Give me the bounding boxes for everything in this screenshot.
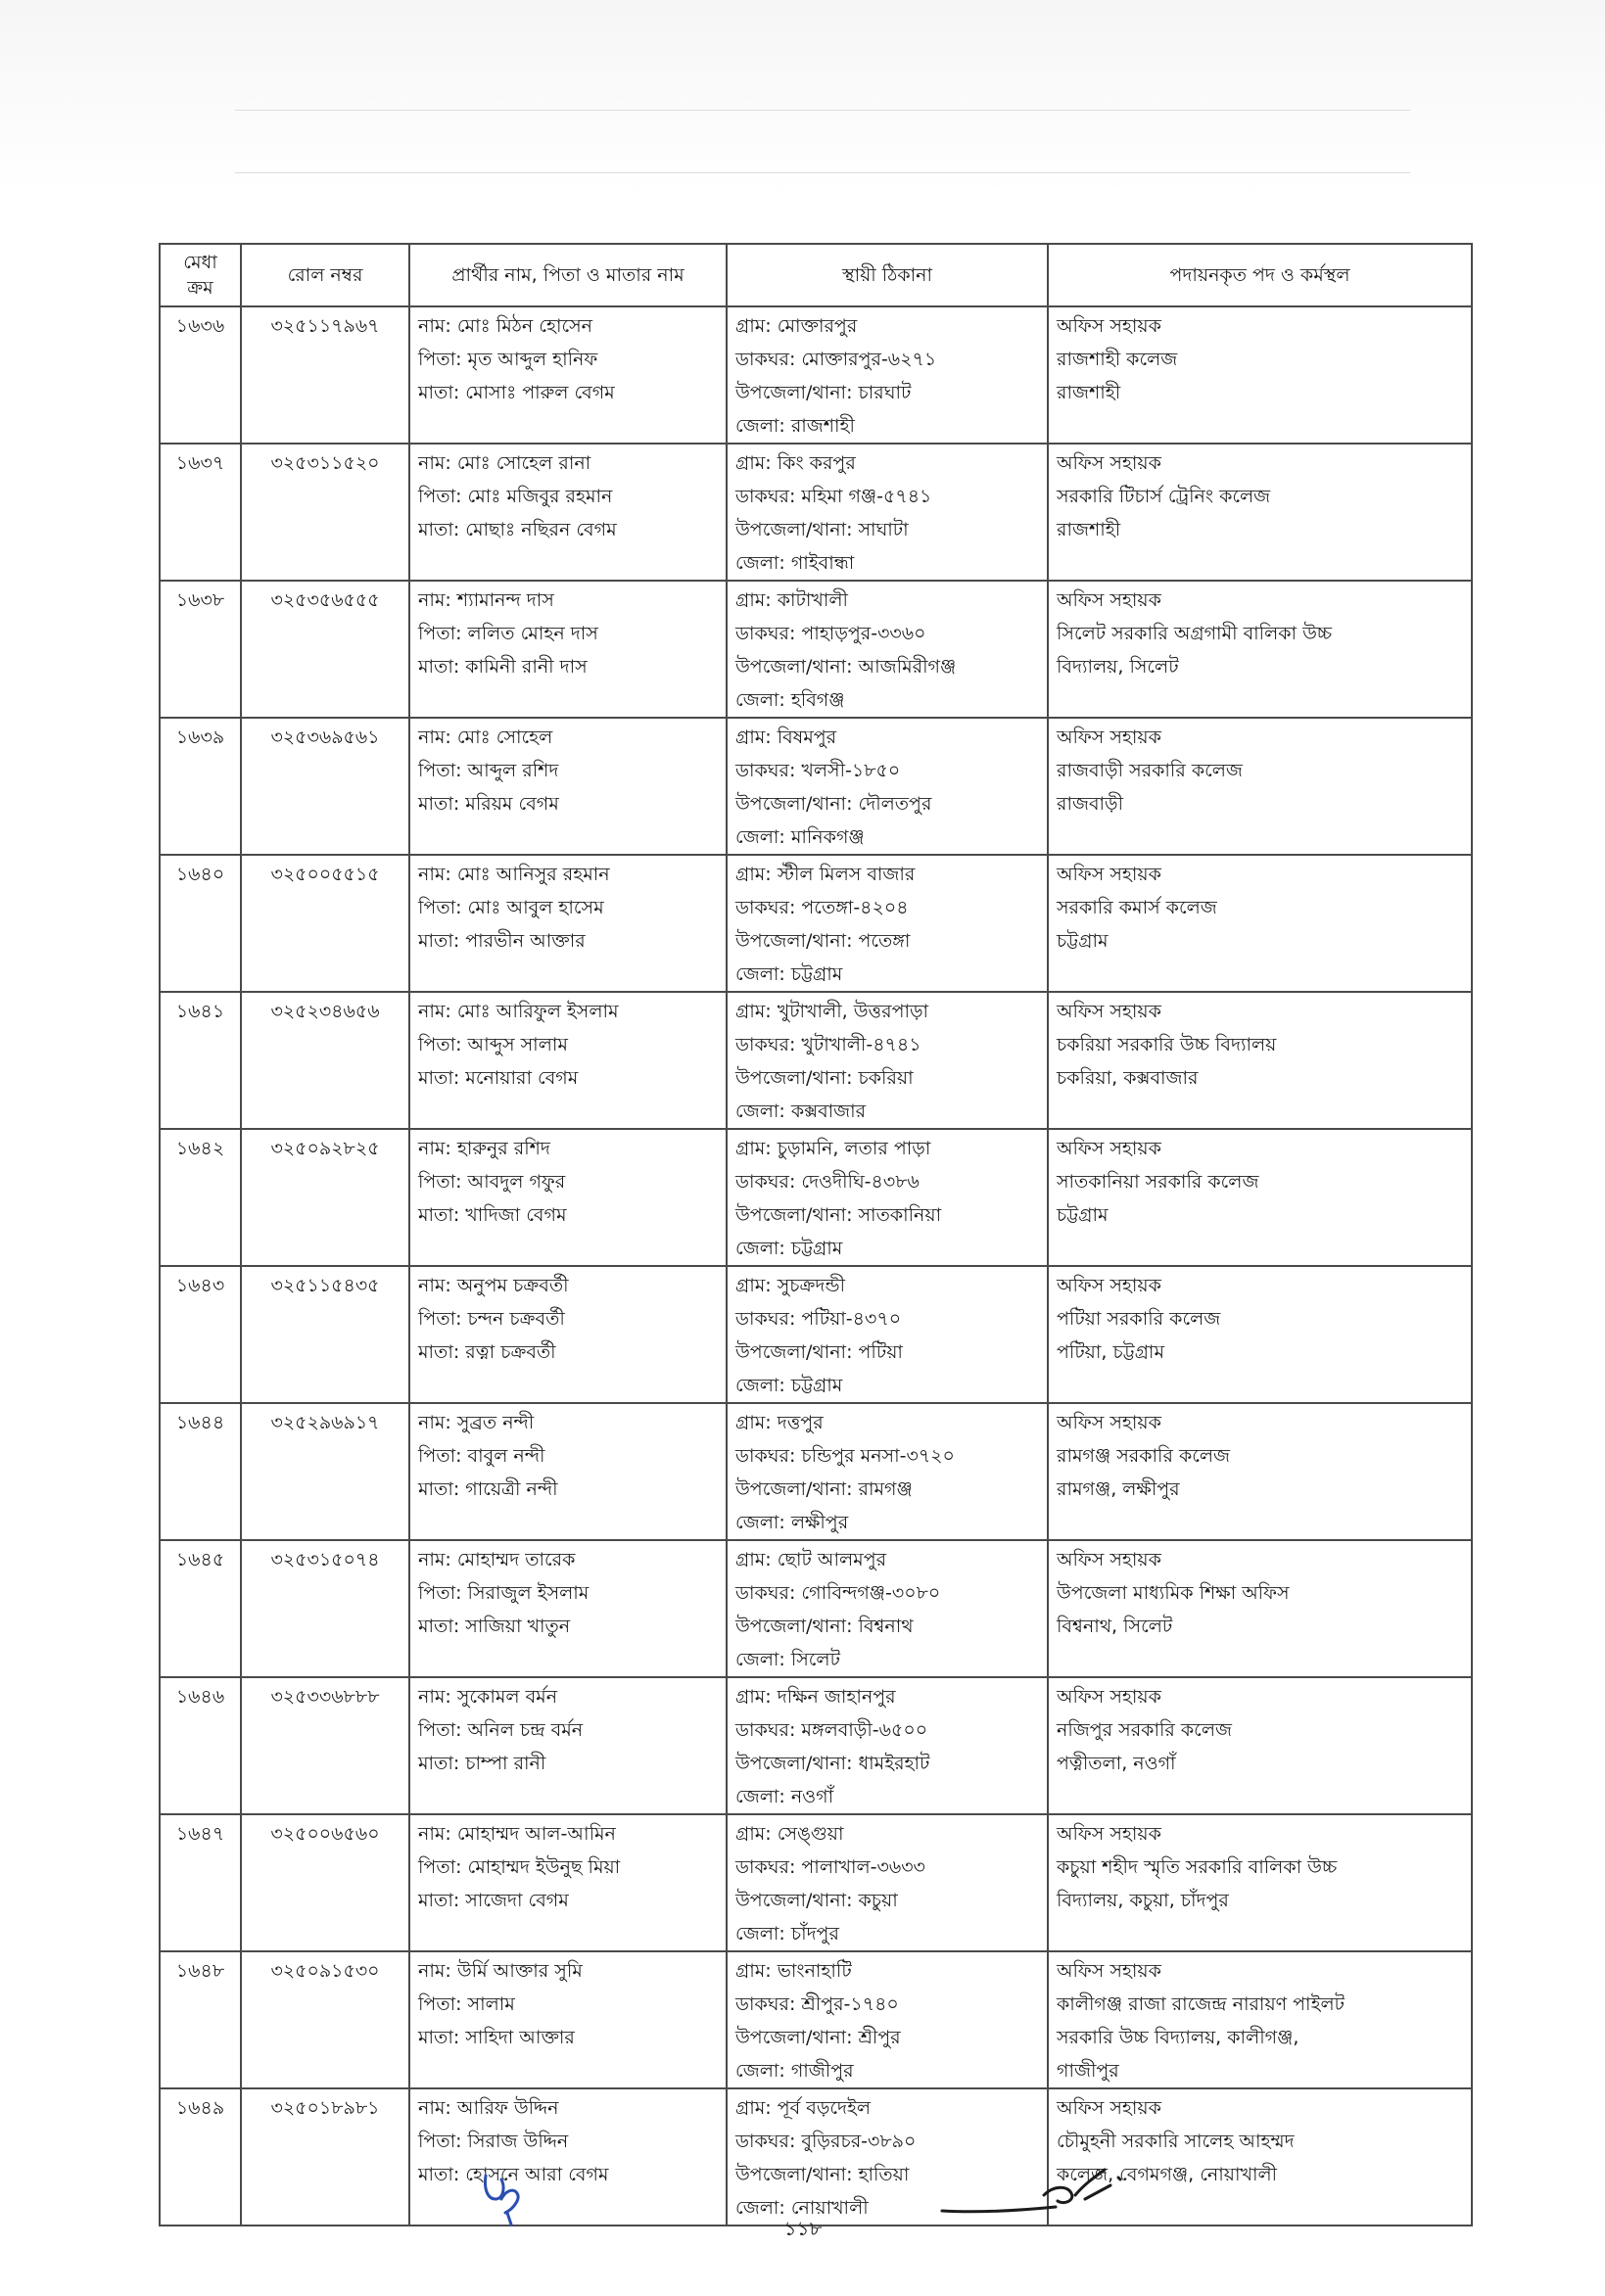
table-row <box>160 718 1472 855</box>
candidate-name-cell <box>409 306 727 444</box>
posting-line: রাজবাড়ী <box>1057 793 1124 815</box>
address-cell <box>727 1403 1048 1540</box>
posting-cell <box>1048 1677 1472 1814</box>
posting-cell <box>1048 855 1472 992</box>
roll-number: ৩২৫০৯১৫৩০ <box>241 1951 409 2088</box>
address-cell <box>727 581 1048 718</box>
table-row <box>160 992 1472 1129</box>
posting-line: অফিস সহায়ক <box>1057 1960 1161 1982</box>
table-row <box>160 581 1472 718</box>
candidate-name-cell <box>409 992 727 1129</box>
name-line: নাম: মোহাম্মদ আল-আমিন <box>418 1823 616 1845</box>
candidate-name-cell <box>409 855 727 992</box>
address-line: গ্রাম: কাটাখালী <box>735 589 848 611</box>
table-row <box>160 855 1472 992</box>
posting-line: সরকারি কমার্স কলেজ <box>1057 897 1217 918</box>
header-posting: পদায়নকৃত পদ ও কর্মস্থল <box>1048 244 1472 306</box>
candidate-name-cell <box>409 1403 727 1540</box>
posting-line: পটিয়া, চট্টগ্রাম <box>1057 1341 1164 1363</box>
posting-line: চকরিয়া সরকারি উচ্চ বিদ্যালয় <box>1057 1034 1277 1055</box>
posting-line: কচুয়া শহীদ স্মৃতি সরকারি বালিকা উচ্চ <box>1057 1856 1338 1878</box>
table-row <box>160 1266 1472 1403</box>
candidate-name-cell <box>409 444 727 581</box>
name-line: মাতা: চাম্পা রানী <box>418 1753 546 1774</box>
merit-serial: ১৬৩৯ <box>160 718 241 855</box>
roll-number: ৩২৫১১৫৪৩৫ <box>241 1266 409 1403</box>
address-line: ডাকঘর: পালাখাল-৩৬৩৩ <box>735 1856 925 1878</box>
posting-line: অফিস সহায়ক <box>1057 726 1161 748</box>
table-row <box>160 444 1472 581</box>
address-line: জেলা: চট্টগ্রাম <box>735 963 843 985</box>
name-line: নাম: উর্মি আক্তার সুমি <box>418 1960 583 1982</box>
table-row <box>160 1540 1472 1677</box>
name-line: নাম: মোঃ মিঠন হোসেন <box>418 315 593 337</box>
address-line: গ্রাম: সেঙ্গুয়া <box>735 1823 844 1845</box>
posting-line: কালীগঞ্জ রাজা রাজেন্দ্র নারায়ণ পাইলট <box>1057 1993 1345 2015</box>
address-line: জেলা: রাজশাহী <box>735 415 855 437</box>
posting-line: অফিস সহায়ক <box>1057 2097 1161 2119</box>
name-line: পিতা: মোঃ আবুল হাসেম <box>418 897 604 918</box>
roll-number: ৩২৫২৩৪৬৫৬ <box>241 992 409 1129</box>
posting-line: চকরিয়া, কক্সবাজার <box>1057 1067 1199 1089</box>
roll-number: ৩২৫৩৫৬৫৫৫ <box>241 581 409 718</box>
address-line: জেলা: কক্সবাজার <box>735 1101 867 1122</box>
address-line: উপজেলা/থানা: ধামইরহাট <box>735 1753 930 1774</box>
name-line: পিতা: মৃত আব্দুল হানিফ <box>418 349 598 370</box>
address-line: জেলা: চট্টগ্রাম <box>735 1238 843 1259</box>
candidate-name-cell <box>409 1540 727 1677</box>
posting-line: সিলেট সরকারি অগ্রগামী বালিকা উচ্চ <box>1057 623 1333 644</box>
table-row <box>160 1129 1472 1266</box>
name-line: মাতা: রত্না চক্রবর্তী <box>418 1341 556 1363</box>
address-cell <box>727 1540 1048 1677</box>
name-line: পিতা: বাবুল নন্দী <box>418 1445 545 1467</box>
roll-number: ৩২৫০০৫৫১৫ <box>241 855 409 992</box>
posting-line: রাজবাড়ী সরকারি কলেজ <box>1057 760 1243 781</box>
address-line: ডাকঘর: পাহাড়পুর-৩৩৬০ <box>735 623 926 644</box>
posting-line: বিশ্বনাথ, সিলেট <box>1057 1616 1173 1637</box>
address-line: উপজেলা/থানা: রামগঞ্জ <box>735 1478 913 1500</box>
address-cell <box>727 1951 1048 2088</box>
posting-line: উপজেলা মাধ্যমিক শিক্ষা অফিস <box>1057 1582 1290 1604</box>
merit-serial: ১৬৪৩ <box>160 1266 241 1403</box>
address-line: ডাকঘর: শ্রীপুর-১৭৪০ <box>735 1993 899 2015</box>
posting-line: চৌমুহনী সরকারি সালেহ আহম্মদ <box>1057 2131 1295 2152</box>
name-line: মাতা: মনোয়ারা বেগম <box>418 1067 579 1089</box>
name-line: মাতা: সাজেদা বেগম <box>418 1890 569 1911</box>
posting-line: অফিস সহায়ক <box>1057 589 1161 611</box>
merit-serial: ১৬৪৬ <box>160 1677 241 1814</box>
address-line: গ্রাম: খুটাখালী, উত্তরপাড়া <box>735 1001 929 1022</box>
address-line: গ্রাম: কিং করপুর <box>735 452 856 474</box>
posting-cell <box>1048 306 1472 444</box>
merit-serial: ১৬৪৭ <box>160 1814 241 1951</box>
address-line: ডাকঘর: মোক্তারপুর-৬২৭১ <box>735 349 937 370</box>
posting-line: রাজশাহী <box>1057 382 1121 403</box>
name-line: মাতা: সাহিদা আক্তার <box>418 2027 575 2048</box>
signature <box>938 2156 1144 2225</box>
address-line: জেলা: নোয়াখালী <box>735 2197 869 2219</box>
roll-number: ৩২৫১১৭৯৬৭ <box>241 306 409 444</box>
address-line: উপজেলা/থানা: কচুয়া <box>735 1890 898 1911</box>
posting-line: অফিস সহায়ক <box>1057 1412 1161 1433</box>
address-cell <box>727 1129 1048 1266</box>
candidate-name-cell <box>409 1266 727 1403</box>
name-line: পিতা: মোহাম্মদ ইউনুছ মিয়া <box>418 1856 621 1878</box>
name-line: মাতা: খাদিজা বেগম <box>418 1204 567 1226</box>
merit-serial: ১৬৪৫ <box>160 1540 241 1677</box>
address-line: গ্রাম: সুচক্রদন্ডী <box>735 1275 846 1296</box>
header-serial: মেধা ক্রম <box>160 244 241 306</box>
name-line: নাম: শ্যামানন্দ দাস <box>418 589 554 611</box>
initial-signature <box>478 2170 531 2228</box>
posting-line: রাজশাহী <box>1057 519 1121 540</box>
address-line: উপজেলা/থানা: পতেঙ্গা <box>735 930 911 952</box>
address-line: উপজেলা/থানা: সাতকানিয়া <box>735 1204 942 1226</box>
roll-number: ৩২৫৩১১৫২০ <box>241 444 409 581</box>
address-line: ডাকঘর: মহিমা গঞ্জ-৫৭৪১ <box>735 486 932 507</box>
address-line: জেলা: গাইবান্ধা <box>735 552 855 574</box>
name-line: নাম: মোঃ সোহেল রানা <box>418 452 591 474</box>
roll-number: ৩২৫৩১৫০৭৪ <box>241 1540 409 1677</box>
address-line: জেলা: চাঁদপুর <box>735 1923 839 1945</box>
address-line: উপজেলা/থানা: আজমিরীগঞ্জ <box>735 656 957 678</box>
posting-line: অফিস সহায়ক <box>1057 1275 1161 1296</box>
address-line: উপজেলা/থানা: দৌলতপুর <box>735 793 932 815</box>
posting-line: বিদ্যালয়, সিলেট <box>1057 656 1179 678</box>
posting-line: সাতকানিয়া সরকারি কলেজ <box>1057 1171 1259 1193</box>
posting-line: পটিয়া সরকারি কলেজ <box>1057 1308 1221 1330</box>
table-row <box>160 1814 1472 1951</box>
address-line: গ্রাম: ভাংনাহাটি <box>735 1960 852 1982</box>
merit-serial: ১৬৪৮ <box>160 1951 241 2088</box>
posting-line: পত্নীতলা, নওগাঁ <box>1057 1753 1176 1774</box>
posting-cell <box>1048 581 1472 718</box>
name-line: পিতা: অনিল চন্দ্র বর্মন <box>418 1719 584 1741</box>
posting-cell <box>1048 1403 1472 1540</box>
posting-line: অফিস সহায়ক <box>1057 452 1161 474</box>
merit-list-table <box>159 243 1473 2226</box>
posting-line: সরকারি টিচার্স ট্রেনিং কলেজ <box>1057 486 1271 507</box>
name-line: মাতা: কামিনী রানী দাস <box>418 656 588 678</box>
name-line: পিতা: মোঃ মজিবুর রহমান <box>418 486 613 507</box>
name-line: নাম: মোঃ সোহেল <box>418 726 553 748</box>
posting-line: রামগঞ্জ, লক্ষীপুর <box>1057 1478 1180 1500</box>
name-line: নাম: অনুপম চক্রবর্তী <box>418 1275 569 1296</box>
name-line: নাম: মোঃ আনিসুর রহমান <box>418 864 610 885</box>
address-cell <box>727 1814 1048 1951</box>
posting-line: চট্টগ্রাম <box>1057 1204 1109 1226</box>
candidate-name-cell <box>409 1677 727 1814</box>
table-header-row <box>160 244 1472 306</box>
address-line: ডাকঘর: পতেঙ্গা-৪২০৪ <box>735 897 909 918</box>
address-line: জেলা: লক্ষীপুর <box>735 1512 849 1533</box>
address-line: গ্রাম: স্টীল মিলস বাজার <box>735 864 916 885</box>
address-line: ডাকঘর: খুটাখালী-৪৭৪১ <box>735 1034 921 1055</box>
address-cell <box>727 718 1048 855</box>
name-line: নাম: মোঃ আরিফুল ইসলাম <box>418 1001 619 1022</box>
posting-line: অফিস সহায়ক <box>1057 864 1161 885</box>
address-line: ডাকঘর: গোবিন্দগঞ্জ-৩০৮০ <box>735 1582 941 1604</box>
candidate-name-cell <box>409 718 727 855</box>
roll-number: ৩২৫০৯২৮২৫ <box>241 1129 409 1266</box>
address-line: উপজেলা/থানা: চকরিয়া <box>735 1067 914 1089</box>
roll-number: ৩২৫৩৩৬৮৮৮ <box>241 1677 409 1814</box>
address-line: ডাকঘর: মঙ্গলবাড়ী-৬৫০০ <box>735 1719 928 1741</box>
address-line: গ্রাম: চুড়ামনি, লতার পাড়া <box>735 1138 931 1159</box>
merit-serial: ১৬৩৬ <box>160 306 241 444</box>
posting-line: অফিস সহায়ক <box>1057 1823 1161 1845</box>
address-line: গ্রাম: দক্ষিন জাহানপুর <box>735 1686 896 1708</box>
address-line: ডাকঘর: দেওদীঘি-৪৩৮৬ <box>735 1171 920 1193</box>
name-line: মাতা: গায়েত্রী নন্দী <box>418 1478 558 1500</box>
posting-line: অফিস সহায়ক <box>1057 1138 1161 1159</box>
address-line: উপজেলা/থানা: পটিয়া <box>735 1341 903 1363</box>
posting-cell <box>1048 992 1472 1129</box>
posting-cell <box>1048 1129 1472 1266</box>
address-cell <box>727 1266 1048 1403</box>
address-line: জেলা: মানিকগঞ্জ <box>735 826 865 848</box>
name-line: পিতা: চন্দন চক্রবর্তী <box>418 1308 565 1330</box>
candidate-name-cell <box>409 1814 727 1951</box>
table-row <box>160 1677 1472 1814</box>
roll-number: ৩২৫০১৮৯৮১ <box>241 2088 409 2226</box>
address-line: উপজেলা/থানা: শ্রীপুর <box>735 2027 901 2048</box>
posting-line: অফিস সহায়ক <box>1057 1686 1161 1708</box>
candidate-name-cell <box>409 1129 727 1266</box>
name-line: পিতা: আবদুল গফুর <box>418 1171 566 1193</box>
name-line: মাতা: মোসাঃ পারুল বেগম <box>418 382 615 403</box>
posting-line: বিদ্যালয়, কচুয়া, চাঁদপুর <box>1057 1890 1229 1911</box>
address-line: জেলা: হবিগঞ্জ <box>735 689 845 711</box>
name-line: পিতা: ললিত মোহন দাস <box>418 623 598 644</box>
table-row <box>160 1403 1472 1540</box>
address-cell <box>727 855 1048 992</box>
roll-number: ৩২৫৩৬৯৫৬১ <box>241 718 409 855</box>
merit-serial: ১৬৪২ <box>160 1129 241 1266</box>
address-line: উপজেলা/থানা: সাঘাটা <box>735 519 909 540</box>
address-line: জেলা: চট্টগ্রাম <box>735 1375 843 1396</box>
posting-line: কলেজ, বেগমগঞ্জ, নোয়াখালী <box>1057 2164 1278 2185</box>
merit-serial: ১৬৪১ <box>160 992 241 1129</box>
address-line: গ্রাম: বিষমপুর <box>735 726 837 748</box>
name-line: মাতা: মোছাঃ নছিরন বেগম <box>418 519 617 540</box>
posting-line: রামগঞ্জ সরকারি কলেজ <box>1057 1445 1231 1467</box>
posting-cell <box>1048 1814 1472 1951</box>
address-line: গ্রাম: দত্তপুর <box>735 1412 824 1433</box>
table-row <box>160 1951 1472 2088</box>
address-line: উপজেলা/থানা: বিশ্বনাথ <box>735 1616 914 1637</box>
header-name: প্রার্থীর নাম, পিতা ও মাতার নাম <box>409 244 727 306</box>
address-line: জেলা: নওগাঁ <box>735 1786 834 1807</box>
roll-number: ৩২৫২৯৬৯১৭ <box>241 1403 409 1540</box>
posting-line: রাজশাহী কলেজ <box>1057 349 1178 370</box>
address-cell <box>727 1677 1048 1814</box>
address-line: ডাকঘর: পটিয়া-৪৩৭০ <box>735 1308 902 1330</box>
roll-number: ৩২৫০০৬৫৬০ <box>241 1814 409 1951</box>
posting-cell <box>1048 1266 1472 1403</box>
posting-line: সরকারি উচ্চ বিদ্যালয়, কালীগঞ্জ, <box>1057 2027 1299 2048</box>
page-number: ১১৮ <box>783 2217 823 2240</box>
name-line: নাম: সুব্রত নন্দী <box>418 1412 535 1433</box>
name-line: নাম: হারুনুর রশিদ <box>418 1138 550 1159</box>
address-line: উপজেলা/থানা: হাতিয়া <box>735 2164 910 2185</box>
name-line: পিতা: সালাম <box>418 1993 515 2015</box>
name-line: নাম: মোহাম্মদ তারেক <box>418 1549 576 1570</box>
candidate-name-cell <box>409 581 727 718</box>
merit-serial: ১৬৩৮ <box>160 581 241 718</box>
address-line: উপজেলা/থানা: চারঘাট <box>735 382 912 403</box>
name-line: পিতা: সিরাজ উদ্দিন <box>418 2131 569 2152</box>
address-line: জেলা: গাজীপুর <box>735 2060 854 2082</box>
address-cell <box>727 444 1048 581</box>
bleed-through-line <box>235 110 1410 111</box>
name-line: মাতা: হোসনে আরা বেগম <box>418 2164 609 2185</box>
address-line: জেলা: সিলেট <box>735 1649 840 1670</box>
merit-serial: ১৬৪০ <box>160 855 241 992</box>
merit-serial: ১৬৩৭ <box>160 444 241 581</box>
name-line: মাতা: সাজিয়া খাতুন <box>418 1616 571 1637</box>
name-line: মাতা: পারভীন আক্তার <box>418 930 586 952</box>
name-line: পিতা: সিরাজুল ইসলাম <box>418 1582 590 1604</box>
address-line: ডাকঘর: খলসী-১৮৫০ <box>735 760 901 781</box>
address-line: গ্রাম: পূর্ব বড়দেইল <box>735 2097 872 2119</box>
merit-serial: ১৬৪৪ <box>160 1403 241 1540</box>
posting-line: গাজীপুর <box>1057 2060 1119 2082</box>
posting-cell <box>1048 1951 1472 2088</box>
name-line: পিতা: আব্দুস সালাম <box>418 1034 568 1055</box>
bleed-through-line <box>235 172 1410 173</box>
posting-line: অফিস সহায়ক <box>1057 1549 1161 1570</box>
address-line: গ্রাম: মোক্তারপুর <box>735 315 858 337</box>
posting-cell <box>1048 718 1472 855</box>
address-cell <box>727 992 1048 1129</box>
name-line: পিতা: আব্দুল রশিদ <box>418 760 559 781</box>
address-line: গ্রাম: ছোট আলমপুর <box>735 1549 887 1570</box>
table-row <box>160 2088 1472 2226</box>
table-row <box>160 306 1472 444</box>
header-roll: রোল নম্বর <box>241 244 409 306</box>
header-address: স্থায়ী ঠিকানা <box>727 244 1048 306</box>
posting-line: নজিপুর সরকারি কলেজ <box>1057 1719 1232 1741</box>
name-line: নাম: আরিফ উদ্দিন <box>418 2097 559 2119</box>
name-line: নাম: সুকোমল বর্মন <box>418 1686 558 1708</box>
posting-cell <box>1048 444 1472 581</box>
address-cell <box>727 306 1048 444</box>
posting-line: অফিস সহায়ক <box>1057 1001 1161 1022</box>
address-line: ডাকঘর: চন্ডিপুর মনসা-৩৭২০ <box>735 1445 955 1467</box>
candidate-name-cell <box>409 1951 727 2088</box>
name-line: মাতা: মরিয়ম বেগম <box>418 793 559 815</box>
posting-cell <box>1048 1540 1472 1677</box>
address-line: ডাকঘর: বুড়িরচর-৩৮৯০ <box>735 2131 917 2152</box>
candidate-name-cell <box>409 2088 727 2226</box>
table-body <box>160 306 1472 2226</box>
posting-line: চট্টগ্রাম <box>1057 930 1109 952</box>
merit-serial: ১৬৪৯ <box>160 2088 241 2226</box>
posting-line: অফিস সহায়ক <box>1057 315 1161 337</box>
